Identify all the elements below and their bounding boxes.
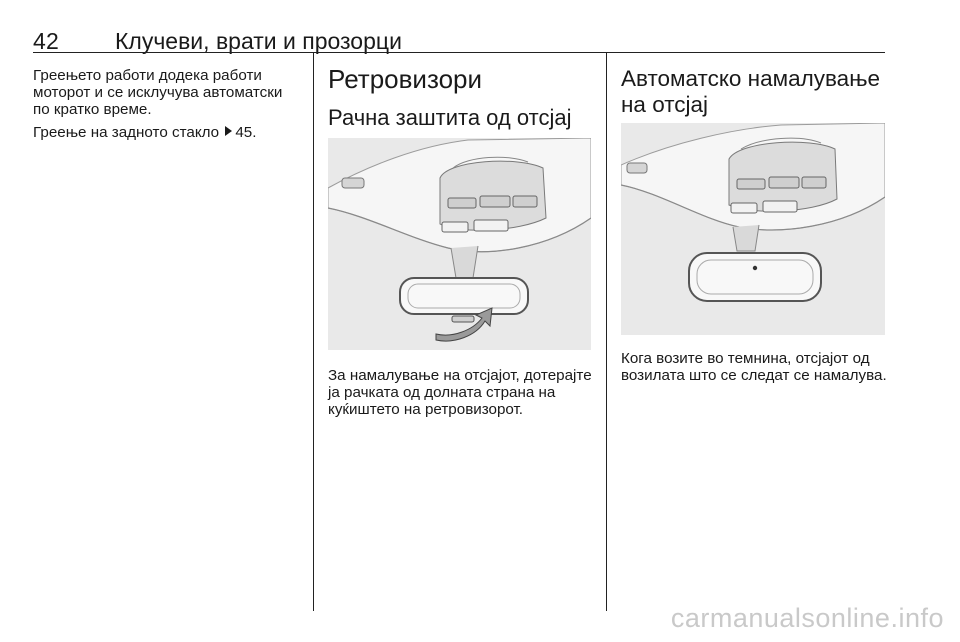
paragraph-heating-info: Греењето работи додека работи моторот и се исклучува автоматски по кратко време.: [33, 67, 283, 118]
header-rule: [33, 52, 885, 53]
page-header: [33, 28, 885, 52]
caption-manual-antiglare: За намалување на отсјајот, дотерајте ја рачката од долната страна на куќиштето на ретровизорот.: [328, 367, 592, 418]
arrow-reference-icon: [225, 126, 232, 136]
watermark: carmanualsonline.info: [670, 603, 944, 633]
chapter-title: Клучеви, врати и прозорци: [115, 28, 402, 54]
auto-mirror-illustration: [621, 123, 885, 335]
caption-auto-antiglare: Кога возите во темнина, отсјајот од возилата што се следат се намалува.: [621, 350, 887, 384]
page-number: 42: [33, 28, 59, 54]
left-column: [33, 67, 303, 141]
heading-auto-antiglare: Автоматско намалување на отсјај: [621, 66, 880, 117]
rear-window-heating-text: Греење на задното стакло: [33, 124, 220, 141]
page-reference-link[interactable]: 45.: [235, 124, 257, 141]
middle-caption-block: [328, 367, 596, 418]
middle-column: [328, 64, 596, 130]
right-caption-block: [621, 350, 887, 384]
subheading-manual-antiglare: Рачна заштита од отсјај: [328, 105, 572, 130]
paragraph-rear-window: [33, 124, 303, 141]
right-column: [621, 66, 885, 118]
column-divider-2: [606, 52, 607, 611]
manual-mirror-illustration: [328, 138, 591, 350]
column-divider-1: [313, 52, 314, 611]
section-heading-mirrors: Ретровизори: [328, 64, 483, 94]
